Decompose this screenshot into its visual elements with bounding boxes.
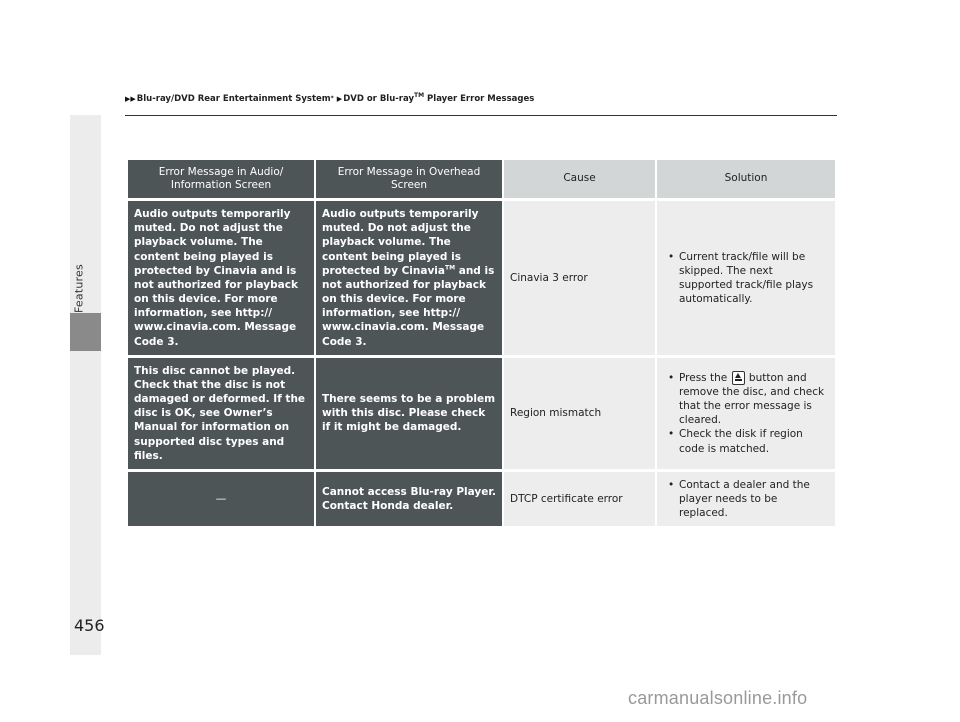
cause-cell: Region mismatch — [504, 358, 655, 469]
overhead-message: Audio outputs temporarily muted. Do not adjust the playback volume. The content being played is protected by Cinavia™ and is not authorized for playback on this device. For more information, see http:// www.cinavia.com. Message Code 3. — [316, 201, 502, 355]
side-tab — [70, 115, 101, 655]
solution-item: • Current track/file will be skipped. The next supported track/file plays automatically. — [679, 250, 829, 307]
cause-cell: DTCP certificate error — [504, 472, 655, 527]
eject-icon — [732, 371, 745, 385]
error-messages-table — [126, 157, 837, 529]
breadcrumb-arrow-icon: ▶ — [336, 95, 343, 103]
cause-cell: Cinavia 3 error — [504, 201, 655, 355]
side-tab-label: Features — [72, 264, 86, 313]
overhead-message: There seems to be a problem with this disc. Please check if it might be damaged. — [316, 358, 502, 469]
breadcrumb-section[interactable]: Blu-ray/DVD Rear Entertainment System — [136, 94, 331, 104]
solution-item: • Check the disk if region code is matched. — [679, 427, 829, 455]
audio-message: — — [128, 472, 314, 527]
breadcrumb-page: DVD or Blu-ray™ Player Error Messages — [343, 92, 535, 104]
table-row — [128, 201, 835, 355]
solution-item: • Contact a dealer and the player needs to be replaced. — [679, 478, 829, 521]
header-audio-screen: Error Message in Audio/ Information Screen — [128, 160, 314, 198]
solution-cell — [657, 358, 835, 469]
table-row — [128, 472, 835, 527]
audio-message: Audio outputs temporarily muted. Do not adjust the playback volume. The content being played is protected by Cinavia and is not authorized for playback on this device. For more information, see http:// www.cinavia.com. Message Code 3. — [128, 201, 314, 355]
table-row — [128, 358, 835, 469]
breadcrumb: ▶▶ Blu-ray/DVD Rear Entertainment System * ▶ DVD or Blu-ray™ Player Error Messages — [125, 92, 535, 104]
header-cause: Cause — [504, 160, 655, 198]
audio-message: This disc cannot be played. Check that the disc is not damaged or deformed. If the disc is OK, see Owner’s Manual for information on supported disc types and files. — [128, 358, 314, 469]
breadcrumb-arrow-icon: ▶▶ — [125, 95, 136, 103]
solution-cell — [657, 472, 835, 527]
table-header-row — [128, 160, 835, 198]
watermark-text: carmanualsonline.info — [628, 688, 808, 708]
header-rule — [125, 115, 837, 116]
page-number: 456 — [74, 616, 105, 635]
overhead-message: Cannot access Blu-ray Player. Contact Honda dealer. — [316, 472, 502, 527]
header-solution: Solution — [657, 160, 835, 198]
solution-cell — [657, 201, 835, 355]
solution-item: • Press the button and remove the disc, and check that the error message is cleared. — [679, 371, 829, 428]
header-overhead-screen: Error Message in Overhead Screen — [316, 160, 502, 198]
